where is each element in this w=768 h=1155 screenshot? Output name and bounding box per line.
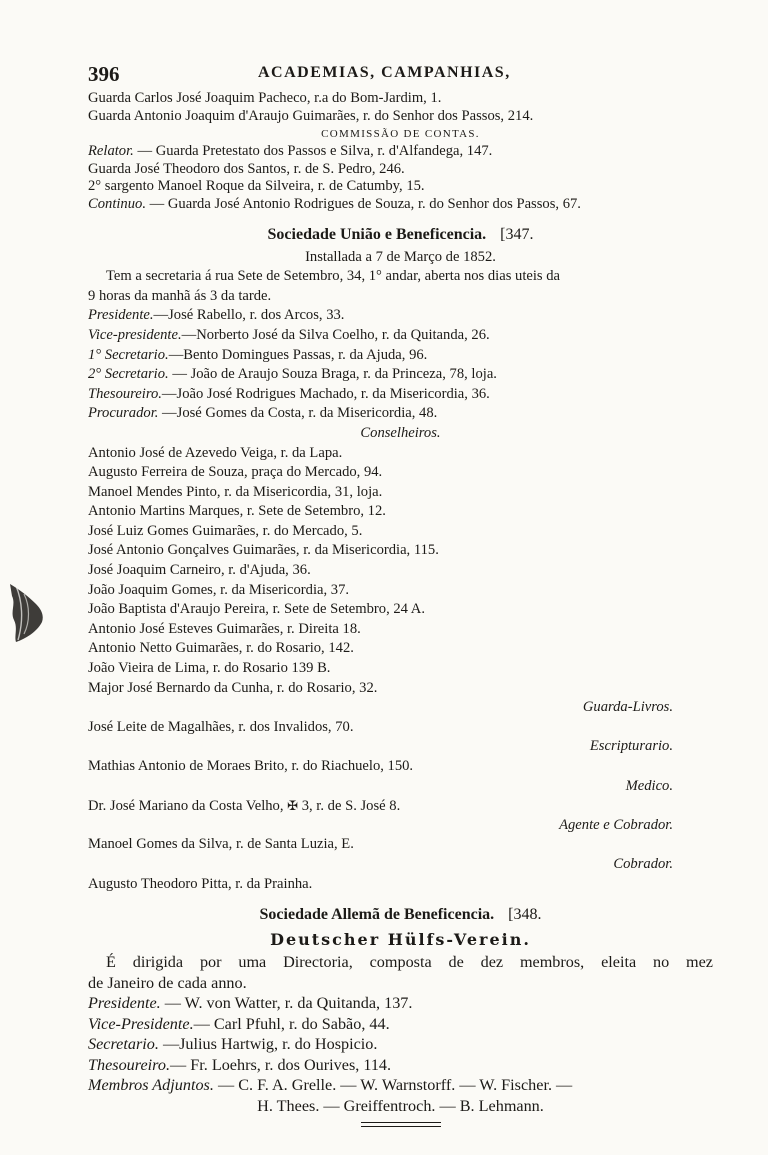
subheading-cobrador: Cobrador. [613,855,673,872]
section-number: [347. [500,225,534,243]
councillor-line: Antonio José Esteves Guimarães, r. Direita 18. [88,620,361,637]
role-label: Thesoureiro. [88,1055,170,1074]
councillor-line: João Vieira de Lima, r. do Rosario 139 B. [88,660,331,677]
entry-text: — Fr. Loehrs, r. dos Ourives, 114. [170,1055,392,1074]
section-name: Sociedade União e Beneficencia. [267,225,487,243]
entry-text: — Guarda José Antonio Rodrigues de Souza, r. do Senhor dos Passos, 67. [145,195,581,212]
section-title-allema [88,902,713,928]
subheading-escripturario: Escripturario. [589,738,673,755]
councillor-line: José Joaquim Carneiro, r. d'Ajuda, 36. [88,562,311,579]
officer-line [88,1034,713,1055]
entry-text: —José Gomes da Costa, r. da Misericordia, 48. [158,405,438,422]
entry-text: —José Rabello, r. dos Arcos, 33. [153,307,345,324]
entry-text: —Julius Hartwig, r. do Hospicio. [158,1035,378,1054]
role-label: 1° Secretario. [88,346,169,363]
role-label: 2° Secretario. [88,366,169,383]
councillor-line: José Luiz Gomes Guimarães, r. do Mercado, 5. [88,522,363,539]
councillor-line: Antonio Netto Guimarães, r. do Rosario, 142. [88,640,354,657]
role-label: Presidente. [88,994,161,1013]
subheading-medico: Medico. [625,777,673,794]
role-label: Continuo. [88,195,146,212]
entry-text: —Bento Domingues Passas, r. da Ajuda, 96. [168,346,428,363]
subheading-guarda-livros: Guarda-Livros. [582,699,673,716]
bookkeeper-line: José Leite de Magalhães, r. dos Invalidos, 70. [88,718,354,735]
officer-line [88,404,713,424]
officer-line [88,1075,713,1096]
entry-text: — Carl Pfuhl, r. do Sabão, 44. [193,1014,390,1033]
officer-line [88,1055,713,1076]
officer-line [88,346,713,366]
councillor-line: Antonio Martins Marques, r. Sete de Setembro, 12. [88,503,386,520]
collector-line: Augusto Theodoro Pitta, r. da Prainha. [88,875,313,892]
running-title: ACADEMIAS, CAMPANHIAS, [258,64,511,81]
entry-text: —João José Rodrigues Machado, r. da Misericordia, 36. [161,385,490,402]
doctor-line [88,796,713,816]
role-label: Procurador. [88,405,159,422]
german-title: Deutscher Hülfs-Verein. [270,930,531,950]
members-line: H. Thees. — Greiffentroch. — B. Lehmann. [257,1096,544,1115]
page-header [88,62,713,88]
officer-line [88,1014,713,1035]
entry-text: Dr. José Mariano da Costa Velho, [88,798,288,815]
officer-line [88,385,713,405]
commission-line [88,143,713,161]
commission-line [88,196,713,214]
section-number: [348. [508,906,542,924]
entry-text: —Norberto José da Silva Coelho, r. da Quitanda, 26. [181,326,490,343]
commission-line [88,178,713,196]
paragraph-line: É dirigida por uma Directoria, composta de dez membros, eleita no mez [106,953,713,972]
commission-heading: COMMISSÃO DE CONTAS. [321,128,480,141]
entry-text: — Guarda Pretestato dos Passos e Silva, r. d'Alfandega, 147. [133,143,493,160]
entry-text: 2° sargento Manoel Roque da Silveira, r. de Catumby, 15. [88,178,425,195]
commission-line [88,161,713,179]
councillor-line: João Joaquim Gomes, r. da Misericordia, 37. [88,581,350,598]
section-title-uniao [88,222,713,248]
entry-text: 3, r. de S. José 8. [298,798,401,815]
officer-line [88,306,713,326]
officer-line [88,326,713,346]
subheading-conselheiros: Conselheiros. [360,424,441,441]
role-label: Relator. [88,143,134,160]
councillor-line: João Baptista d'Araujo Pereira, r. Sete de Setembro, 24 A. [88,601,425,618]
installed-line: Installada a 7 de Março de 1852. [305,248,496,265]
role-label: Vice-presidente. [88,326,182,343]
clerk-line: Mathias Antonio de Moraes Brito, r. do Riachuelo, 150. [88,758,414,774]
officer-line [88,365,713,385]
paragraph-line: Tem a secretaria á rua Sete de Setembro, 34, 1° andar, aberta nos dias uteis da [106,268,561,285]
ink-smudge-icon [6,580,46,646]
entry-text: — João de Araujo Souza Braga, r. da Princeza, 78, loja. [168,366,497,383]
paragraph-line: de Janeiro de cada anno. [88,973,247,992]
agent-line: Manoel Gomes da Silva, r. de Santa Luzia, E. [88,836,354,853]
section-divider [361,1122,441,1127]
role-label: Presidente. [88,307,154,324]
role-label: Vice-Presidente. [88,1014,194,1033]
role-label: Membros Adjuntos. [88,1076,214,1095]
subheading-agente: Agente e Cobrador. [559,816,673,833]
entry-text: Guarda José Theodoro dos Santos, r. de S. Pedro, 246. [88,160,405,177]
councillor-line: Augusto Ferreira de Souza, praça do Mercado, 94. [88,464,383,481]
role-label: Secretario. [88,1035,159,1054]
text-line: Guarda Antonio Joaquim d'Araujo Guimarães, r. do Senhor dos Passos, 214. [88,107,534,124]
section-name: Sociedade Allemã de Beneficencia. [259,906,495,924]
entry-text: — C. F. A. Grelle. — W. Warnstorff. — W. Fischer. — [213,1076,573,1095]
councillor-line: José Antonio Gonçalves Guimarães, r. da Misericordia, 115. [88,542,439,559]
page-content [88,90,713,1127]
councillor-line: Manoel Mendes Pinto, r. da Misericordia, 31, loja. [88,483,383,500]
officer-line [88,993,713,1014]
cross-icon: ✠ [287,798,299,814]
text-line: Guarda Carlos José Joaquim Pacheco, r.a do Bom-Jardim, 1. [88,90,442,106]
councillor-line: Major José Bernardo da Cunha, r. do Rosario, 32. [88,679,378,696]
councillor-line: Antonio José de Azevedo Veiga, r. da Lapa. [88,444,343,461]
role-label: Thesoureiro. [88,385,162,402]
entry-text: — W. von Watter, r. da Quitanda, 137. [160,994,413,1013]
page-number: 396 [88,62,120,86]
paragraph-line: 9 horas da manhã ás 3 da tarde. [88,287,272,304]
